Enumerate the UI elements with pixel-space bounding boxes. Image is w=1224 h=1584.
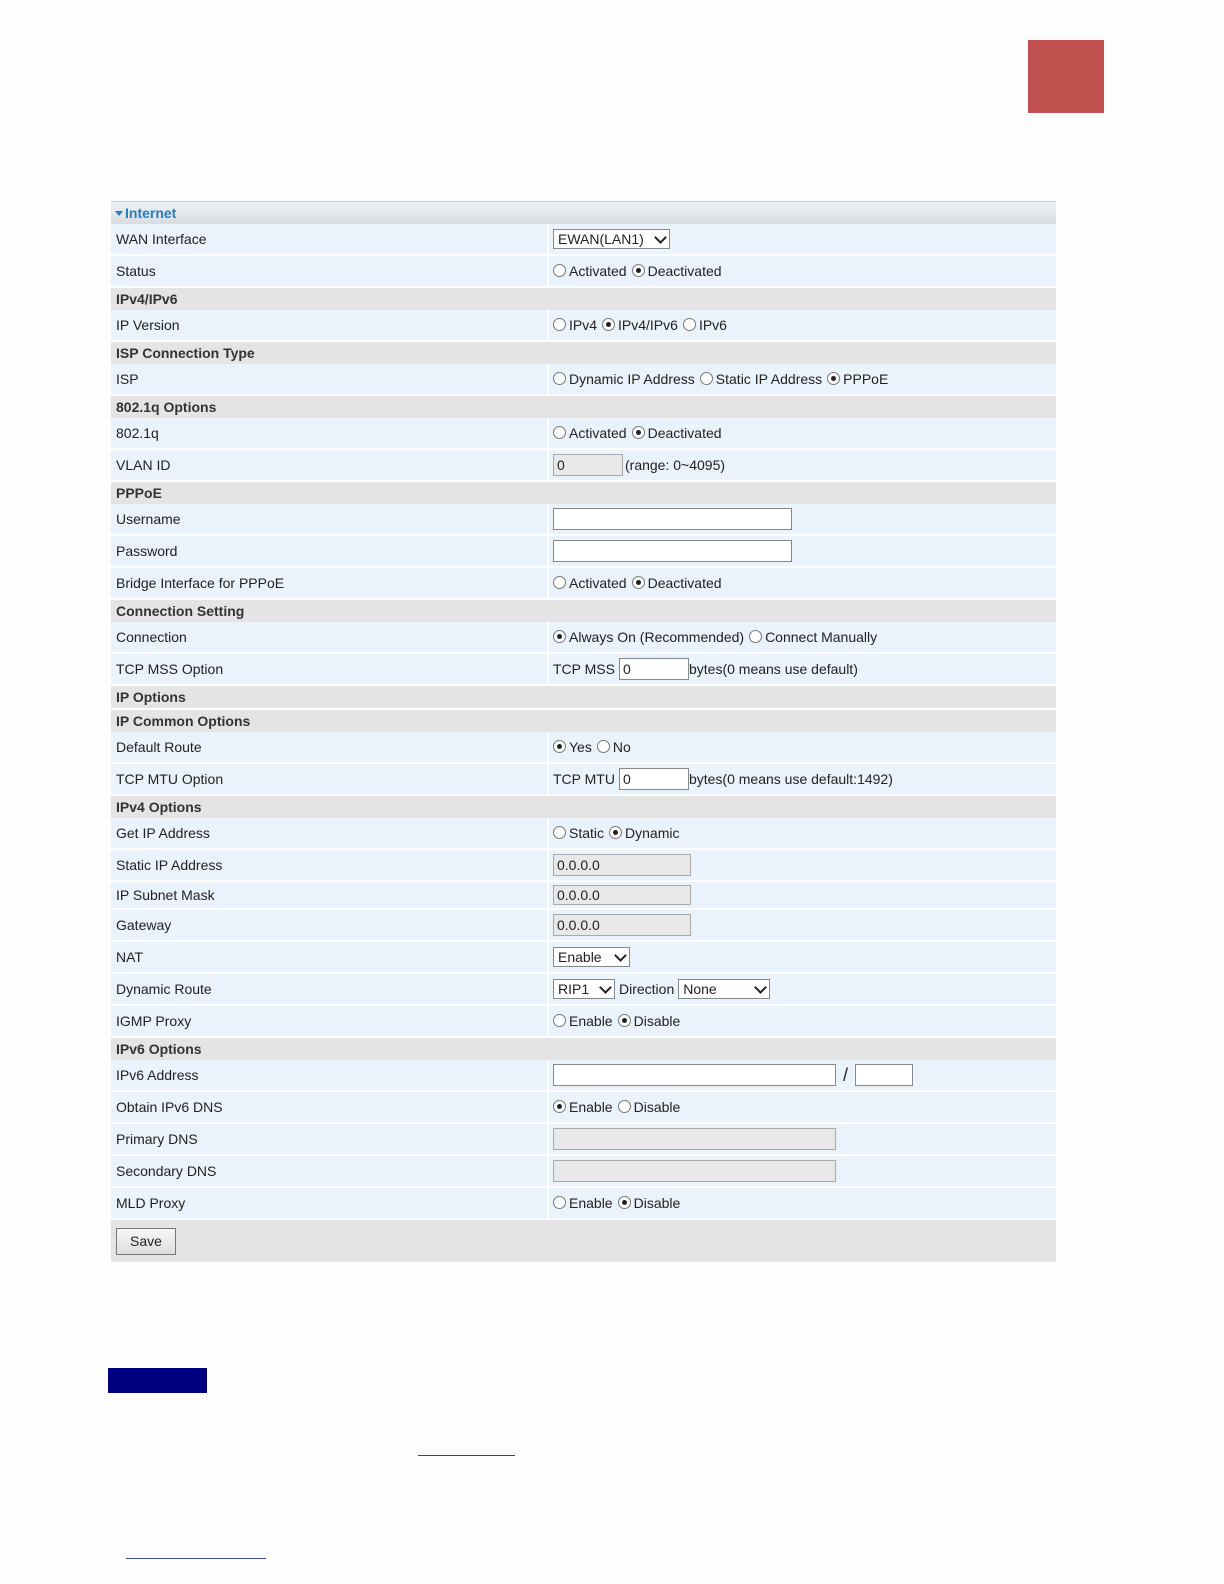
underline-rule [418, 1455, 515, 1456]
igmp-disable-radio[interactable] [618, 1014, 631, 1027]
secondary-dns-label: Secondary DNS [111, 1156, 547, 1186]
nat-label: NAT [111, 942, 547, 972]
internet-settings-panel [111, 201, 1056, 1262]
password-row [111, 536, 1056, 568]
status-label: Status [111, 256, 547, 286]
subnet-label: IP Subnet Mask [111, 882, 547, 908]
tcp-mtu-label: TCP MTU Option [111, 764, 547, 794]
nat-row [111, 942, 1056, 974]
isp-row [111, 364, 1056, 396]
username-row [111, 504, 1056, 536]
status-activated-label: Activated [569, 263, 627, 279]
igmp-enable-radio[interactable] [553, 1014, 566, 1027]
ipv4-label: IPv4 [569, 317, 598, 333]
password-label: Password [111, 536, 547, 566]
note-color-block [108, 1368, 207, 1393]
chevron-down-icon [599, 981, 612, 994]
vlan-id-input[interactable]: 0 [553, 454, 623, 476]
section-ip-options: IP Options [111, 686, 1056, 708]
save-button[interactable]: Save [116, 1228, 176, 1255]
direction-label: Direction [619, 981, 675, 997]
subnet-row [111, 882, 1056, 910]
obtain-dns-disable-radio[interactable] [618, 1100, 631, 1113]
bridge-deactivated-label: Deactivated [647, 575, 722, 591]
section-pppoe: PPPoE [111, 482, 1056, 504]
vlan-id-label: VLAN ID [111, 450, 547, 480]
status-row [111, 256, 1056, 288]
bridge-row [111, 568, 1056, 600]
obtain-dns-enable-label: Enable [569, 1099, 613, 1115]
vlan-range-hint: (range: 0~4095) [625, 457, 726, 473]
default-route-label: Default Route [111, 732, 547, 762]
section-8021q-options: 802.1q Options [111, 396, 1056, 418]
always-on-label: Always On (Recommended) [569, 629, 745, 645]
section-ipv4-options: IPv4 Options [111, 796, 1056, 818]
mld-disable-label: Disable [633, 1195, 681, 1211]
default-route-yes-radio[interactable] [553, 740, 566, 753]
default-route-row [111, 732, 1056, 764]
dynamic-route-value: RIP1 [558, 981, 590, 997]
panel-title: Internet [125, 205, 177, 221]
igmp-proxy-label: IGMP Proxy [111, 1006, 547, 1036]
always-on-radio[interactable] [553, 630, 566, 643]
bridge-activated-radio[interactable] [553, 576, 566, 589]
igmp-enable-label: Enable [569, 1013, 613, 1029]
section-ip-common-options: IP Common Options [111, 708, 1056, 732]
obtain-dns-disable-label: Disable [633, 1099, 681, 1115]
isp-pppoe-label: PPPoE [843, 371, 889, 387]
default-route-no-label: No [612, 739, 631, 755]
gateway-row [111, 910, 1056, 942]
connect-manually-label: Connect Manually [765, 629, 878, 645]
link-underline-rule [126, 1558, 266, 1559]
tcp-mtu-input[interactable]: 0 [619, 768, 689, 790]
gateway-input[interactable]: 0.0.0.0 [553, 914, 691, 936]
connection-row [111, 622, 1056, 654]
ipv4-radio[interactable] [553, 318, 566, 331]
bridge-deactivated-radio[interactable] [632, 576, 645, 589]
mld-enable-label: Enable [569, 1195, 613, 1211]
secondary-dns-row [111, 1156, 1056, 1188]
ipv6-address-label: IPv6 Address [111, 1060, 547, 1090]
chevron-down-icon [754, 981, 767, 994]
isp-static-label: Static IP Address [715, 371, 823, 387]
static-ip-input[interactable]: 0.0.0.0 [553, 854, 691, 876]
ip-version-row [111, 310, 1056, 342]
dot1q-label: 802.1q [111, 418, 547, 448]
mld-proxy-label: MLD Proxy [111, 1188, 547, 1218]
obtain-dns-label: Obtain IPv6 DNS [111, 1092, 547, 1122]
tcp-mss-row [111, 654, 1056, 686]
dot1q-deactivated-label: Deactivated [647, 425, 722, 441]
obtain-dns-row [111, 1092, 1056, 1124]
dynamic-route-label: Dynamic Route [111, 974, 547, 1004]
get-ip-dynamic-label: Dynamic [625, 825, 680, 841]
nat-select[interactable] [553, 947, 630, 967]
gateway-label: Gateway [111, 910, 547, 940]
wan-interface-label: WAN Interface [111, 224, 547, 254]
section-connection-setting: Connection Setting [111, 600, 1056, 622]
mld-proxy-row [111, 1188, 1056, 1220]
password-input[interactable] [553, 540, 792, 562]
dot1q-deactivated-radio[interactable] [632, 426, 645, 439]
nat-value: Enable [558, 949, 602, 965]
dot1q-row [111, 418, 1056, 450]
dynamic-route-row [111, 974, 1056, 1006]
dot1q-activated-radio[interactable] [553, 426, 566, 439]
ipv6-radio[interactable] [683, 318, 696, 331]
tcp-mtu-row [111, 764, 1056, 796]
collapse-triangle-icon[interactable] [115, 211, 123, 216]
status-activated-radio[interactable] [553, 264, 566, 277]
dynamic-route-select[interactable] [553, 979, 615, 999]
username-input[interactable] [553, 508, 792, 530]
subnet-input[interactable]: 0.0.0.0 [553, 885, 691, 905]
connect-manually-radio[interactable] [749, 630, 762, 643]
panel-header[interactable] [111, 201, 1056, 224]
section-ipv6-options: IPv6 Options [111, 1038, 1056, 1060]
tcp-mss-label: TCP MSS Option [111, 654, 547, 684]
ipv6-label: IPv6 [698, 317, 727, 333]
direction-select[interactable] [678, 979, 770, 999]
static-ip-label: Static IP Address [111, 850, 547, 880]
get-ip-static-label: Static [569, 825, 605, 841]
primary-dns-row [111, 1124, 1056, 1156]
tcp-mss-suffix: bytes(0 means use default) [688, 661, 858, 677]
section-isp-connection-type: ISP Connection Type [111, 342, 1056, 364]
default-route-no-radio[interactable] [597, 740, 610, 753]
primary-dns-input[interactable] [553, 1128, 836, 1150]
primary-dns-label: Primary DNS [111, 1124, 547, 1154]
bridge-label: Bridge Interface for PPPoE [111, 568, 547, 598]
isp-dynamic-label: Dynamic IP Address [569, 371, 695, 387]
mld-enable-radio[interactable] [553, 1196, 566, 1209]
igmp-disable-label: Disable [633, 1013, 681, 1029]
isp-dynamic-radio[interactable] [553, 372, 566, 385]
get-ip-row [111, 818, 1056, 850]
get-ip-static-radio[interactable] [553, 826, 566, 839]
get-ip-dynamic-radio[interactable] [609, 826, 622, 839]
static-ip-row [111, 850, 1056, 882]
connection-label: Connection [111, 622, 547, 652]
tcp-mtu-prefix: TCP MTU [553, 771, 615, 787]
igmp-proxy-row [111, 1006, 1056, 1038]
ipv6-address-input[interactable] [553, 1064, 836, 1086]
get-ip-label: Get IP Address [111, 818, 547, 848]
isp-label: ISP [111, 364, 547, 394]
status-deactivated-radio[interactable] [632, 264, 645, 277]
chevron-down-icon [654, 231, 667, 244]
vlan-id-row [111, 450, 1056, 482]
ip-version-label: IP Version [111, 310, 547, 340]
username-label: Username [111, 504, 547, 534]
bridge-activated-label: Activated [569, 575, 627, 591]
wan-interface-row [111, 224, 1056, 256]
page-corner-badge [1028, 40, 1104, 113]
ipv6-address-row [111, 1060, 1056, 1092]
tcp-mss-input[interactable]: 0 [619, 658, 689, 680]
obtain-dns-enable-radio[interactable] [553, 1100, 566, 1113]
tcp-mss-prefix: TCP MSS [553, 661, 615, 677]
save-row [111, 1220, 1056, 1262]
status-deactivated-label: Deactivated [647, 263, 722, 279]
wan-interface-value: EWAN(LAN1) [558, 231, 644, 247]
ipv4-ipv6-radio[interactable] [602, 318, 615, 331]
isp-pppoe-radio[interactable] [827, 372, 840, 385]
ipv4-ipv6-label: IPv4/IPv6 [618, 317, 678, 333]
tcp-mtu-suffix: bytes(0 means use default:1492) [688, 771, 893, 787]
prefix-separator: / [843, 1064, 849, 1085]
section-ipv4-ipv6: IPv4/IPv6 [111, 288, 1056, 310]
dot1q-activated-label: Activated [569, 425, 627, 441]
wan-interface-select[interactable] [553, 229, 670, 249]
default-route-yes-label: Yes [569, 739, 592, 755]
ipv6-prefix-input[interactable] [855, 1064, 913, 1086]
secondary-dns-input[interactable] [553, 1160, 836, 1182]
direction-value: None [683, 981, 717, 997]
mld-disable-radio[interactable] [618, 1196, 631, 1209]
isp-static-radio[interactable] [700, 372, 713, 385]
chevron-down-icon [614, 949, 627, 962]
